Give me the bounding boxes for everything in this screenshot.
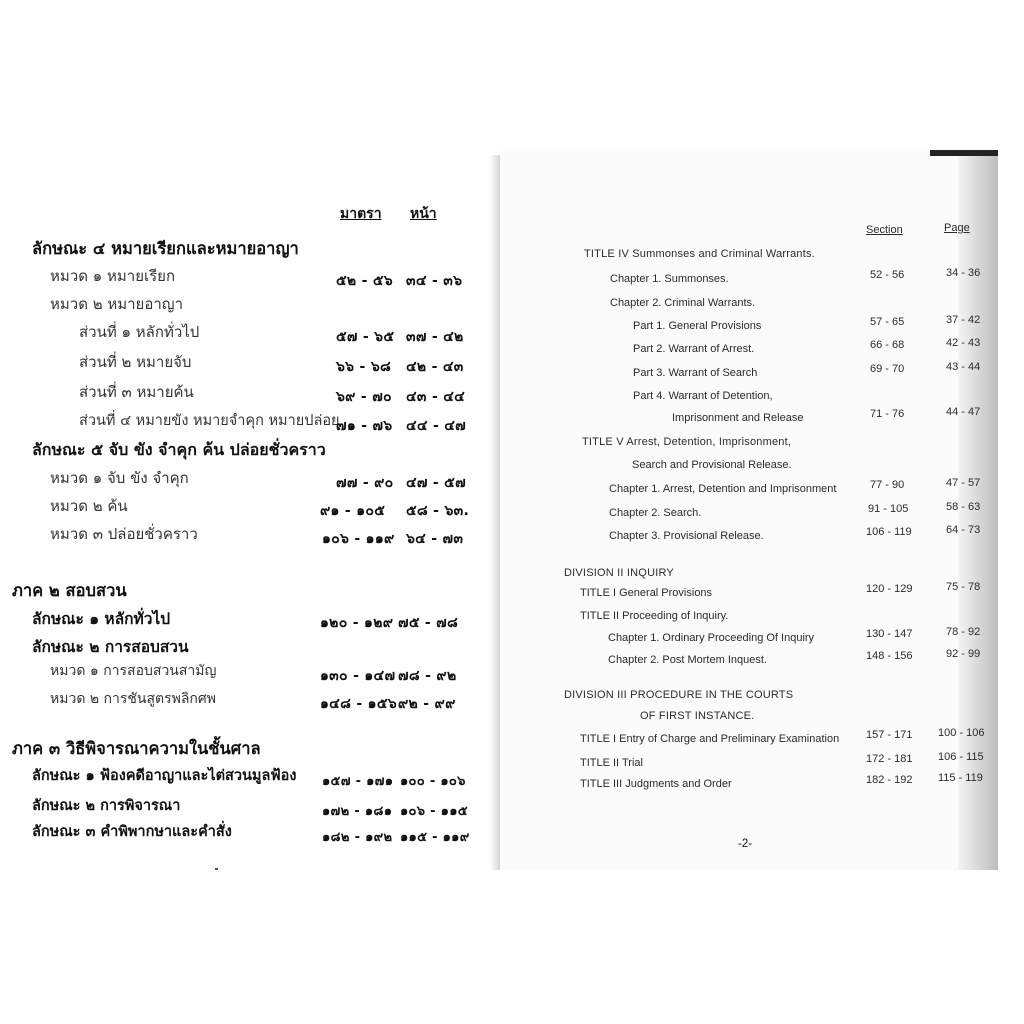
right-entry-section: 182 - 192	[866, 774, 913, 786]
left-col-header-section: มาตรา	[340, 206, 382, 222]
left-entry-label: ส่วนที่ ๔ หมายขัง หมายจำคุก หมายปล่อย	[79, 413, 340, 429]
left-entry-page: ๗๕ - ๗๘	[398, 615, 459, 631]
right-entry-label: Chapter 2. Search.	[609, 507, 702, 519]
left-part-3: ภาค ๓ วิธีพิจารณาความในชั้นศาล	[12, 739, 261, 758]
right-entry-section: 130 - 147	[866, 628, 913, 640]
left-entry-section: ๑๒๐ - ๑๒๙	[320, 615, 394, 631]
right-entry-label: TITLE II Proceeding of Inquiry.	[580, 610, 729, 622]
left-entry-page: ๗๘ - ๙๒	[398, 668, 457, 684]
left-entry-title-4: ลักษณะ ๔ หมายเรียกและหมายอาญา	[32, 239, 299, 258]
print-speck	[215, 868, 218, 870]
right-entry-label: Part 3. Warrant of Search	[633, 367, 758, 379]
right-entry-section: 172 - 181	[866, 753, 913, 765]
left-entry-page: ๔๓ - ๔๔	[406, 389, 466, 405]
right-entry-label: Chapter 1. Summonses.	[610, 273, 729, 285]
left-entry-label: ลักษณะ ๒ การสอบสวน	[32, 638, 189, 656]
left-entry-label: ลักษณะ ๑ ฟ้องคดีอาญาและไต่สวนมูลฟ้อง	[32, 768, 297, 784]
right-entry-label: Part 1. General Provisions	[633, 320, 762, 332]
right-entry-section: 57 - 65	[870, 316, 905, 328]
right-col-header-section: Section	[866, 224, 903, 236]
left-entry-label: หมวด ๓ ปล่อยชั่วคราว	[50, 525, 198, 543]
left-entry-title-5: ลักษณะ ๕ จับ ขัง จำคุก ค้น ปล่อยชั่วคราว	[32, 440, 326, 459]
left-entry-section: ๗๗ - ๙๐	[336, 475, 394, 491]
right-division-iii: DIVISION III PROCEDURE IN THE COURTS	[564, 689, 794, 701]
right-entry-section: 52 - 56	[870, 269, 905, 281]
left-entry-page: ๖๔ - ๗๓	[406, 531, 464, 547]
left-entry-section: ๖๙ - ๗๐	[336, 389, 392, 405]
right-col-header-page: Page	[944, 222, 970, 234]
right-entry-label: Imprisonment and Release	[672, 412, 804, 424]
right-entry-label: Chapter 1. Ordinary Proceeding Of Inquiry	[608, 632, 815, 644]
left-entry-label: หมวด ๒ หมายอาญา	[50, 295, 183, 313]
right-entry-label: TITLE II Trial	[580, 757, 643, 769]
right-entry-page: 75 - 78	[946, 581, 981, 593]
left-entry-page: ๑๐๐ - ๑๐๖	[400, 774, 466, 789]
left-entry-page: ๔๒ - ๔๓	[406, 359, 464, 375]
right-entry-page: 92 - 99	[946, 648, 981, 660]
left-entry-section: ๑๗๒ - ๑๘๑	[322, 804, 393, 819]
left-entry-label: ลักษณะ ๓ คำพิพากษาและคำสั่ง	[32, 824, 232, 840]
right-entry-section: 106 - 119	[866, 526, 912, 538]
right-entry-page: 100 - 106	[938, 727, 985, 739]
left-entry-label: หมวด ๒ การชันสูตรพลิกศพ	[50, 691, 217, 707]
right-entry-section: 77 - 90	[870, 479, 905, 491]
left-entry-page: ๑๐๖ - ๑๑๕	[400, 804, 468, 819]
left-entry-section: ๑๘๒ - ๑๙๒	[322, 830, 393, 845]
right-entry-label: TITLE I General Provisions	[580, 587, 713, 599]
left-entry-page: ๕๘ - ๖๓.	[406, 503, 470, 519]
left-entry-section: ๑๕๗ - ๑๗๑	[322, 774, 394, 789]
right-entry-page: 34 - 36	[946, 267, 981, 279]
left-entry-page: ๓๗ - ๔๒	[406, 329, 464, 345]
right-entry-page: 43 - 44	[946, 361, 981, 373]
left-entry-label: ส่วนที่ ๓ หมายค้น	[79, 383, 194, 401]
left-entry-section: ๑๐๖ - ๑๑๙	[322, 531, 395, 547]
left-entry-section: ๖๖ - ๖๘	[336, 359, 392, 375]
left-entry-label: ส่วนที่ ๒ หมายจับ	[79, 353, 192, 371]
right-entry-section: 66 - 68	[870, 339, 905, 351]
left-col-header-page: หน้า	[410, 206, 437, 222]
left-entry-section: ๕๒ - ๕๖	[336, 273, 393, 289]
right-entry-page: 64 - 73	[946, 524, 981, 536]
left-entry-page: ๙๒ - ๙๙	[398, 696, 456, 712]
right-entry-label: Chapter 3. Provisional Release.	[609, 530, 764, 542]
right-entry-section: 91 - 105	[868, 503, 909, 515]
right-entry-label: Chapter 1. Arrest, Detention and Imprisonment	[609, 483, 837, 495]
left-entry-page: ๓๔ - ๓๖	[406, 273, 463, 289]
left-entry-label: หมวด ๑ การสอบสวนสามัญ	[50, 663, 217, 679]
page-number: -2-	[738, 838, 753, 850]
right-entry-label: Part 4. Warrant of Detention,	[633, 390, 773, 402]
right-entry-label: Search and Provisional Release.	[632, 459, 792, 471]
left-entry-section: ๗๑ - ๗๖	[336, 418, 393, 434]
left-entry-label: ส่วนที่ ๑ หลักทั่วไป	[79, 323, 200, 341]
left-entry-page: ๔๗ - ๕๗	[406, 475, 466, 491]
left-entry-page: ๔๔ - ๔๗	[406, 418, 466, 434]
right-entry-page: 78 - 92	[946, 626, 981, 638]
left-entry-label: ลักษณะ ๒ การพิจารณา	[32, 798, 181, 814]
page-top-edge	[930, 150, 998, 156]
right-entry-page: 58 - 63	[946, 501, 981, 513]
right-entry-section: 157 - 171	[866, 729, 913, 741]
right-division-ii: DIVISION II INQUIRY	[564, 567, 674, 579]
right-entry-label: TITLE I Entry of Charge and Preliminary Examination	[580, 733, 840, 745]
left-entry-label: ลักษณะ ๑ หลักทั่วไป	[32, 610, 171, 628]
right-entry-label: Chapter 2. Criminal Warrants.	[610, 297, 756, 309]
left-entry-section: ๕๗ - ๖๕	[336, 329, 395, 345]
right-entry-label: TITLE III Judgments and Order	[580, 778, 732, 790]
right-entry-title-v: TITLE V Arrest, Detention, Imprisonment,	[582, 436, 792, 448]
right-entry-page: 115 - 119	[938, 772, 983, 784]
left-entry-section: ๑๔๘ - ๑๕๖	[320, 696, 397, 712]
right-entry-section: 148 - 156	[866, 650, 913, 662]
right-entry-section: 71 - 76	[870, 408, 905, 420]
left-entry-label: หมวด ๑ จับ ขัง จำคุก	[50, 469, 189, 487]
right-entry-page: 37 - 42	[946, 314, 981, 326]
right-entry-page: 106 - 115	[938, 751, 984, 763]
right-entry-label: Part 2. Warrant of Arrest.	[633, 343, 755, 355]
right-entry-title-iv: TITLE IV Summonses and Criminal Warrants.	[584, 248, 815, 260]
right-entry-page: 44 - 47	[946, 406, 981, 418]
right-division-iii-cont: OF FIRST INSTANCE.	[640, 710, 755, 722]
left-entry-label: หมวด ๑ หมายเรียก	[50, 267, 176, 285]
left-part-2: ภาค ๒ สอบสวน	[12, 581, 127, 600]
right-entry-page: 42 - 43	[946, 337, 981, 349]
right-entry-label: Chapter 2. Post Mortem Inquest.	[608, 654, 767, 666]
right-entry-page: 47 - 57	[946, 477, 981, 489]
left-entry-label: หมวด ๒ ค้น	[50, 497, 128, 515]
left-entry-section: ๑๓๐ - ๑๔๗	[320, 668, 396, 684]
left-entry-section: ๙๑ - ๑๐๕	[320, 503, 386, 519]
right-entry-section: 120 - 129	[866, 583, 913, 595]
right-entry-section: 69 - 70	[870, 363, 905, 375]
left-entry-page: ๑๑๕ - ๑๑๙	[400, 830, 470, 845]
